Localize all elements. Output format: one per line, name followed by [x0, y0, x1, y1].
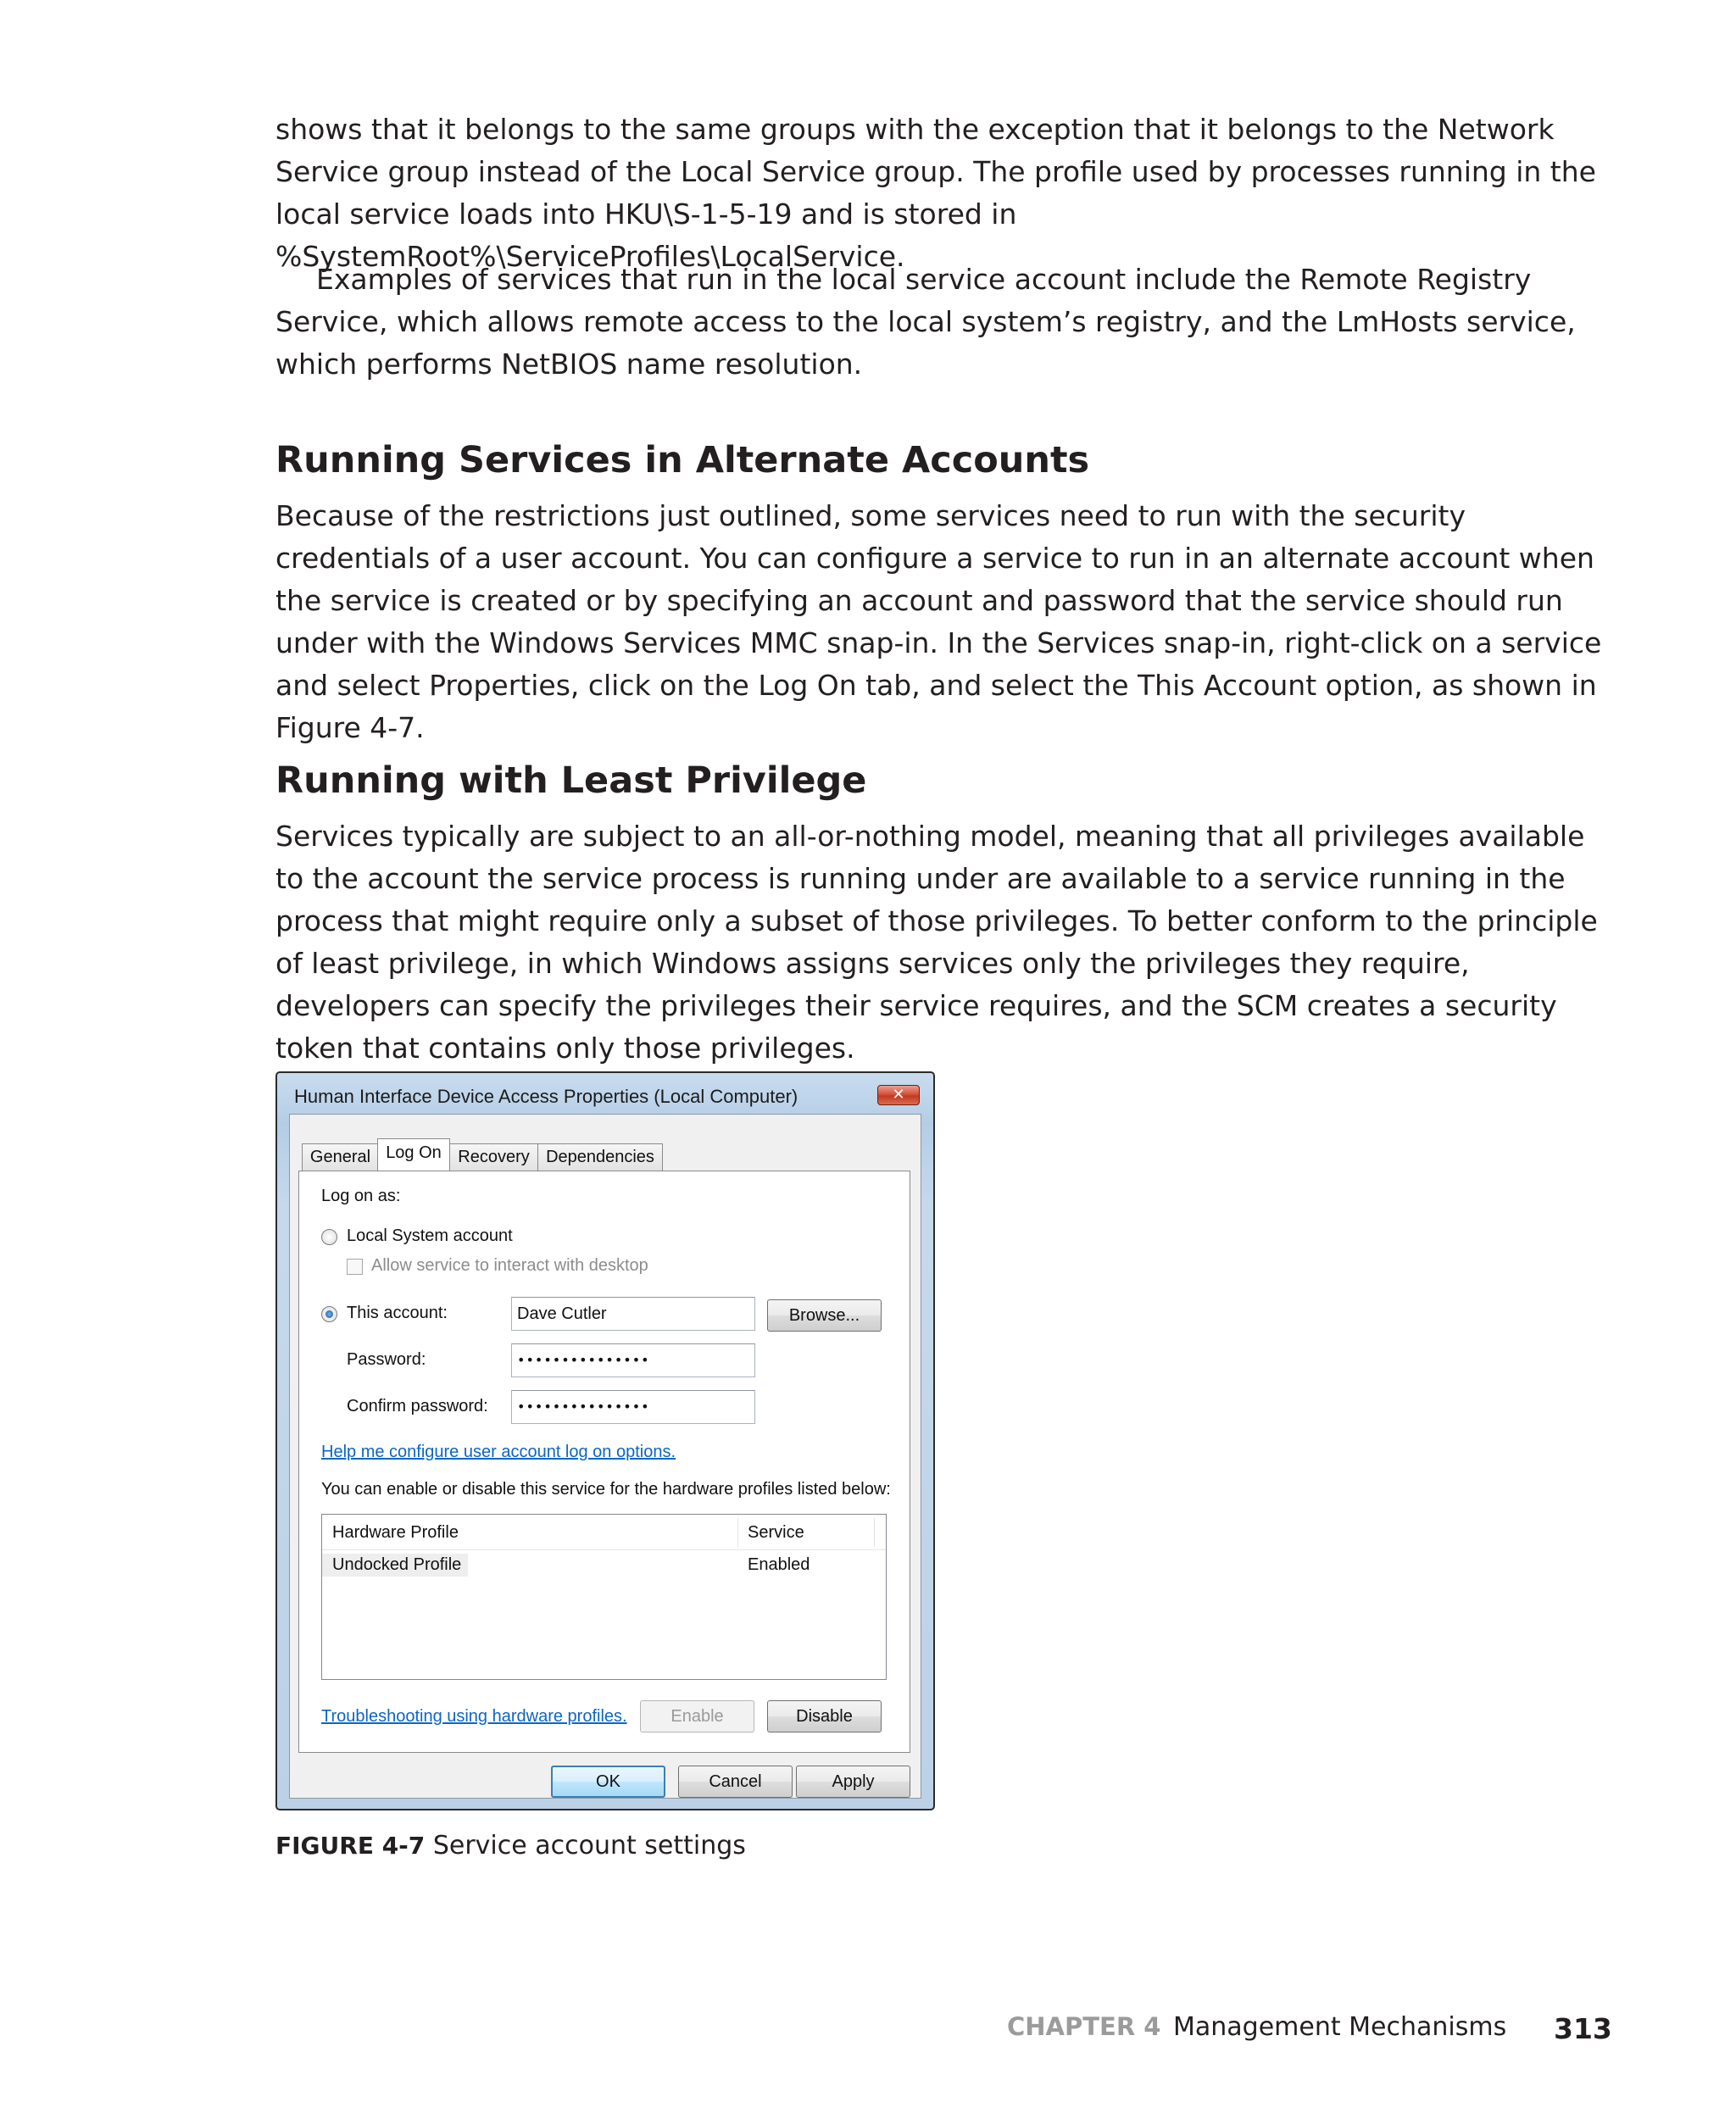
confirm-password-input[interactable]: ••••••••••••••• [511, 1390, 755, 1424]
close-icon[interactable]: ✕ [877, 1085, 920, 1105]
account-name-input[interactable]: Dave Cutler [511, 1297, 755, 1331]
apply-button[interactable]: Apply [796, 1766, 910, 1798]
hardware-profile-list[interactable] [321, 1514, 887, 1680]
column-separator [874, 1518, 875, 1547]
figure-label: FIGURE 4-7 [275, 1832, 426, 1860]
help-configure-link[interactable]: Help me configure user account log on options. [321, 1443, 676, 1461]
local-system-label[interactable]: Local System account [347, 1226, 513, 1245]
cancel-button[interactable]: Cancel [678, 1766, 793, 1798]
service-properties-dialog [275, 1071, 935, 1810]
page-number: 313 [1554, 2012, 1612, 2045]
dialog-title-bar[interactable] [277, 1073, 933, 1114]
figure-caption [275, 1831, 746, 1860]
heading-least-privilege: Running with Least Privilege [275, 759, 867, 802]
local-system-radio[interactable] [321, 1229, 337, 1245]
enable-button[interactable]: Enable [640, 1700, 754, 1732]
disable-button[interactable]: Disable [767, 1700, 882, 1732]
figure-caption-text: Service account settings [432, 1831, 746, 1860]
footer-chapter-label: CHAPTER 4 [1007, 2012, 1161, 2041]
heading-alternate-accounts: Running Services in Alternate Accounts [275, 439, 1090, 481]
paragraph-alternate-accounts: Because of the restrictions just outlined, some services need to run with the security credentials of a user account. You can configure a service to run in an alternate account when the service is created or by specifying an account and password that the service should run under with the Windows Services MMC snap-in. In the Services snap-in, right-click on a service and select Properties, click on the Log On tab, and select the This Account option, as shown in Figure 4-7. [275, 499, 1602, 744]
browse-button[interactable]: Browse... [767, 1299, 882, 1332]
allow-interact-checkbox[interactable] [347, 1259, 363, 1275]
column-header-service[interactable]: Service [748, 1523, 804, 1542]
ok-button[interactable]: OK [551, 1766, 665, 1798]
log-on-as-label: Log on as: [321, 1187, 401, 1205]
hardware-profiles-note: You can enable or disable this service for the hardware profiles listed below: [321, 1480, 891, 1499]
column-header-hardware-profile[interactable]: Hardware Profile [332, 1523, 459, 1542]
paragraph-network-service: shows that it belongs to the same groups with the exception that it belongs to the Network Service group instead of the Local Service group. The profile used by processes running in the local service loads into HKU\S-1-5-19 and is stored in %SystemRoot%\ServiceProfiles\LocalService. [275, 113, 1596, 273]
dialog-client-area [289, 1114, 921, 1799]
tab-log-on[interactable]: Log On [377, 1138, 450, 1171]
log-on-tab-panel [298, 1171, 910, 1753]
tab-recovery[interactable]: Recovery [449, 1143, 538, 1171]
tab-dependencies[interactable]: Dependencies [537, 1143, 663, 1171]
paragraph-least-privilege: Services typically are subject to an all-or-nothing model, meaning that all privileges available to the account the service process is running under are available to a service running in the process that might require only a subset of those privileges. To better conform to the principle of least privilege, in which Windows assigns services only the privileges they require, developers can specify the privileges their service requires, and the SCM creates a security token that contains only those privileges. [275, 820, 1598, 1065]
tab-general[interactable]: General [302, 1143, 379, 1171]
allow-interact-label[interactable]: Allow service to interact with desktop [371, 1256, 648, 1275]
list-header [322, 1515, 886, 1550]
footer-chapter-title: Management Mechanisms [1173, 2012, 1507, 2042]
password-label: Password: [347, 1350, 426, 1369]
password-input[interactable]: ••••••••••••••• [511, 1343, 755, 1377]
paragraph-local-service-examples: Examples of services that run in the local service account include the Remote Registry Service, which allows remote access to the local system’s registry, and the LmHosts service, which performs NetBIOS name resolution. [275, 263, 1576, 381]
troubleshooting-link[interactable]: Troubleshooting using hardware profiles. [321, 1707, 627, 1726]
profile-cell[interactable]: Undocked Profile [322, 1554, 468, 1577]
service-status-cell[interactable]: Enabled [748, 1555, 810, 1574]
dialog-title: Human Interface Device Access Properties (Local Computer) [294, 1086, 798, 1107]
confirm-password-label: Confirm password: [347, 1397, 488, 1415]
this-account-radio[interactable] [321, 1306, 337, 1322]
this-account-label[interactable]: This account: [347, 1304, 448, 1322]
